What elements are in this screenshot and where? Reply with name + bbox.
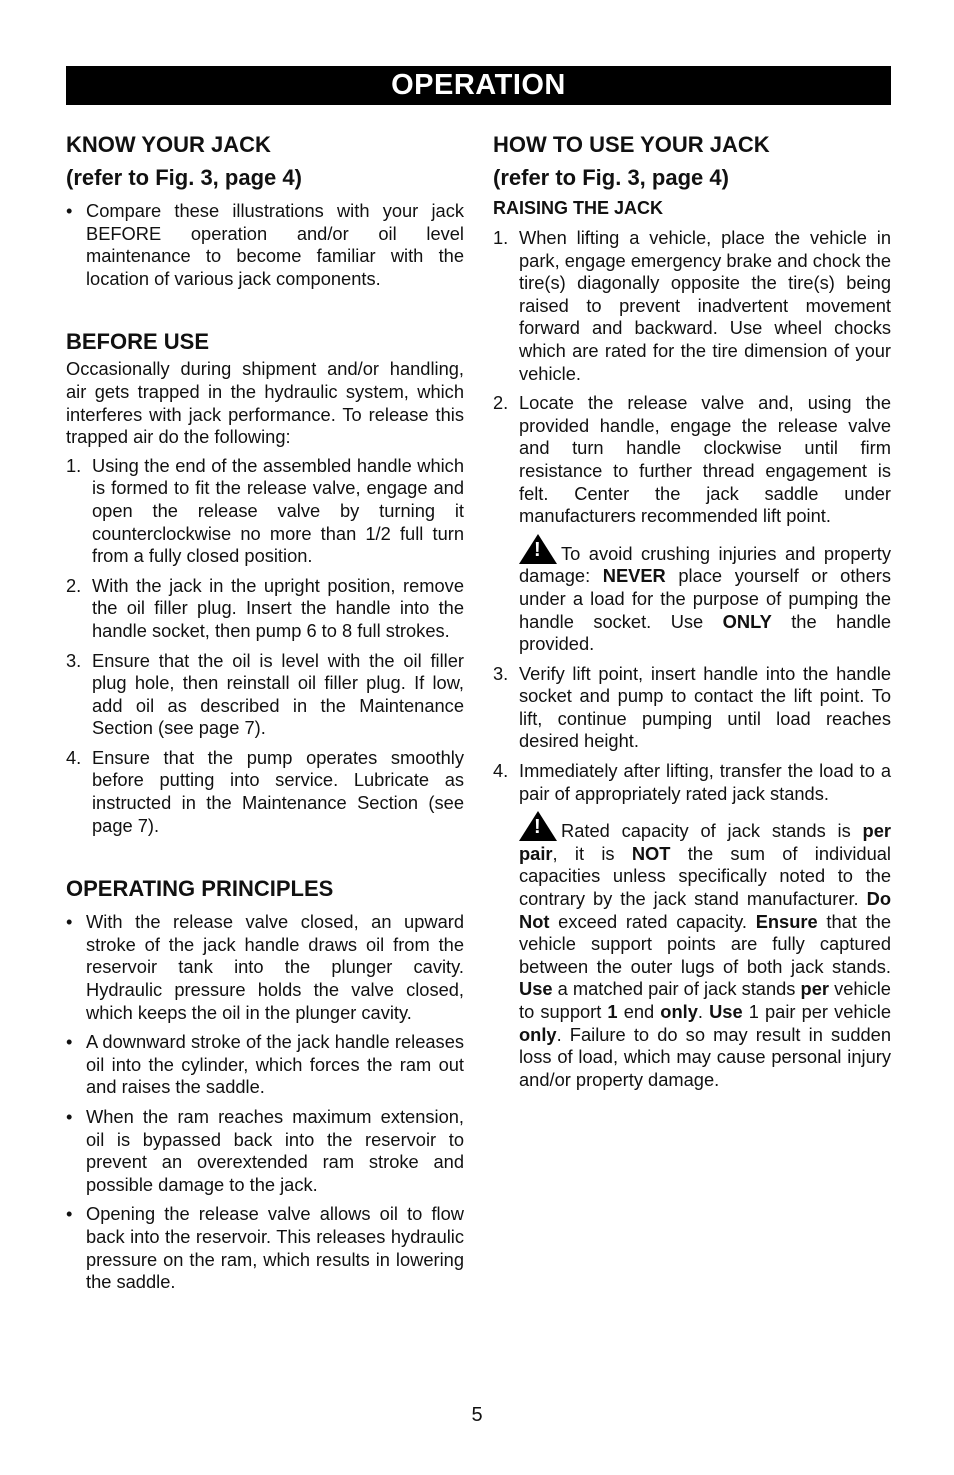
how-to-use-heading: HOW TO USE YOUR JACK [493, 132, 770, 157]
section-title: OPERATION [391, 69, 566, 101]
list-item: 1. When lifting a vehicle, place the vehicle in park, engage emergency brake and chock the tire(s) diagonally opposite the tire(s) being raised to prevent inadvertent movement forward and backward. Use wheel chocks which are rated for the tire dimension of your vehicle. [493, 227, 891, 384]
page-number: 5 [471, 1404, 483, 1426]
before-use-intro: Occasionally during shipment and/or handling, air gets trapped in the hydraulic system, which interferes with jack performance. To release this trapped air do the following: [66, 358, 464, 448]
list-item: 3. Verify lift point, insert handle into the handle socket and pump to contact the lift point. To lift, continue pumping until load reaches desired height. [493, 662, 891, 752]
list-item: • Compare these illustrations with your jack BEFORE operation and/or oil level maintenance to become familiar with the location of various jack components. [66, 200, 464, 290]
before-use-heading: BEFORE USE [66, 329, 210, 355]
list-item: 2. With the jack in the upright position, remove the oil filler plug. Insert the handle into the handle socket, then pump 6 to 8 full strokes. [66, 574, 464, 641]
list-item: • Opening the release valve allows oil to flow back into the reservoir. This releases hydraulic pressure on the ram, which results in lowering the saddle. [66, 1203, 464, 1293]
list-item: 1. Using the end of the assembled handle which is formed to fit the release valve, engage and open the release valve by turning it counterclockwise no more than 1/2 full turn from a fully closed position. [66, 454, 464, 567]
raising-jack-heading: RAISING THE JACK [493, 198, 664, 218]
operating-principles-list [66, 911, 464, 1294]
warning-crushing: !To avoid crushing injuries and property damage: NEVER place yourself or others under a load for the purpose of pumping the handle socket. Use ONLY the handle provided. [519, 534, 891, 656]
list-item: • When the ram reaches maximum extension, oil is bypassed back into the reservoir to prevent an overextended ram stroke and possible damage to the jack. [66, 1106, 464, 1196]
list-item: • With the release valve closed, an upward stroke of the jack handle draws oil from the reservoir tank into the plunger cavity. Hydraulic pressure holds the valve closed, which keeps the oil in the plunger cavity. [66, 911, 464, 1024]
know-jack-subheading: (refer to Fig. 3, page 4) [66, 165, 302, 190]
before-use-steps [66, 455, 464, 838]
how-to-use-subheading: (refer to Fig. 3, page 4) [493, 165, 729, 190]
left-column [66, 128, 464, 1301]
operating-principles-heading: OPERATING PRINCIPLES [66, 876, 334, 902]
list-item: • A downward stroke of the jack handle releases oil into the cylinder, which forces the ram out and raises the saddle. [66, 1031, 464, 1099]
warning-icon [519, 534, 557, 564]
warning-icon [519, 811, 557, 841]
list-item: 4. Immediately after lifting, transfer the load to a pair of appropriately rated jack stands. !Rated capacity of jack stands is per pair, it is NOT the sum of individual capacities unless specifically noted to the contrary by the jack stand manufacturer. Do Not exceed rated capacity. Ensure that the vehicle support points are fully captured between the outer lugs of both jack stands. Use a matched pair of jack stands per vehicle to support 1 end only. Use 1 pair per vehicle only. Failure to do so may result in sudden loss of load, which may cause personal injury and/or property damage. [493, 760, 891, 1091]
section-banner [66, 66, 891, 105]
warning-jack-stands: !Rated capacity of jack stands is per pair, it is NOT the sum of individual capacities unless specifically noted to the contrary by the jack stand manufacturer. Do Not exceed rated capacity. Ensure that the vehicle support points are fully captured between the outer lugs of both jack stands. Use a matched pair of jack stands per vehicle to support 1 end only. Use 1 pair per vehicle only. Failure to do so may result in sudden loss of load, which may cause personal injury and/or property damage. [519, 811, 891, 1091]
list-item: 2. Locate the release valve and, using the provided handle, engage the release valve and turn handle clockwise until firm resistance to further thread engagement is felt. Center the jack saddle under manufacturers recommended lift point. !To avoid crushing injuries and property damage: NEVER place yourself or others under a load for the purpose of pumping the handle socket. Use ONLY the handle provided. [493, 392, 891, 656]
right-column [493, 128, 891, 1098]
list-item: 3. Ensure that the oil is level with the oil filler plug hole, then reinstall oil filler plug. If low, add oil as described in the Maintenance Section (see page 7). [66, 649, 464, 739]
know-jack-heading: KNOW YOUR JACK [66, 132, 271, 157]
list-item: 4. Ensure that the pump operates smoothly before putting into service. Lubricate as instructed in the Maintenance Section (see page 7). [66, 746, 464, 836]
know-jack-list [66, 200, 464, 290]
raising-steps [493, 227, 891, 1091]
